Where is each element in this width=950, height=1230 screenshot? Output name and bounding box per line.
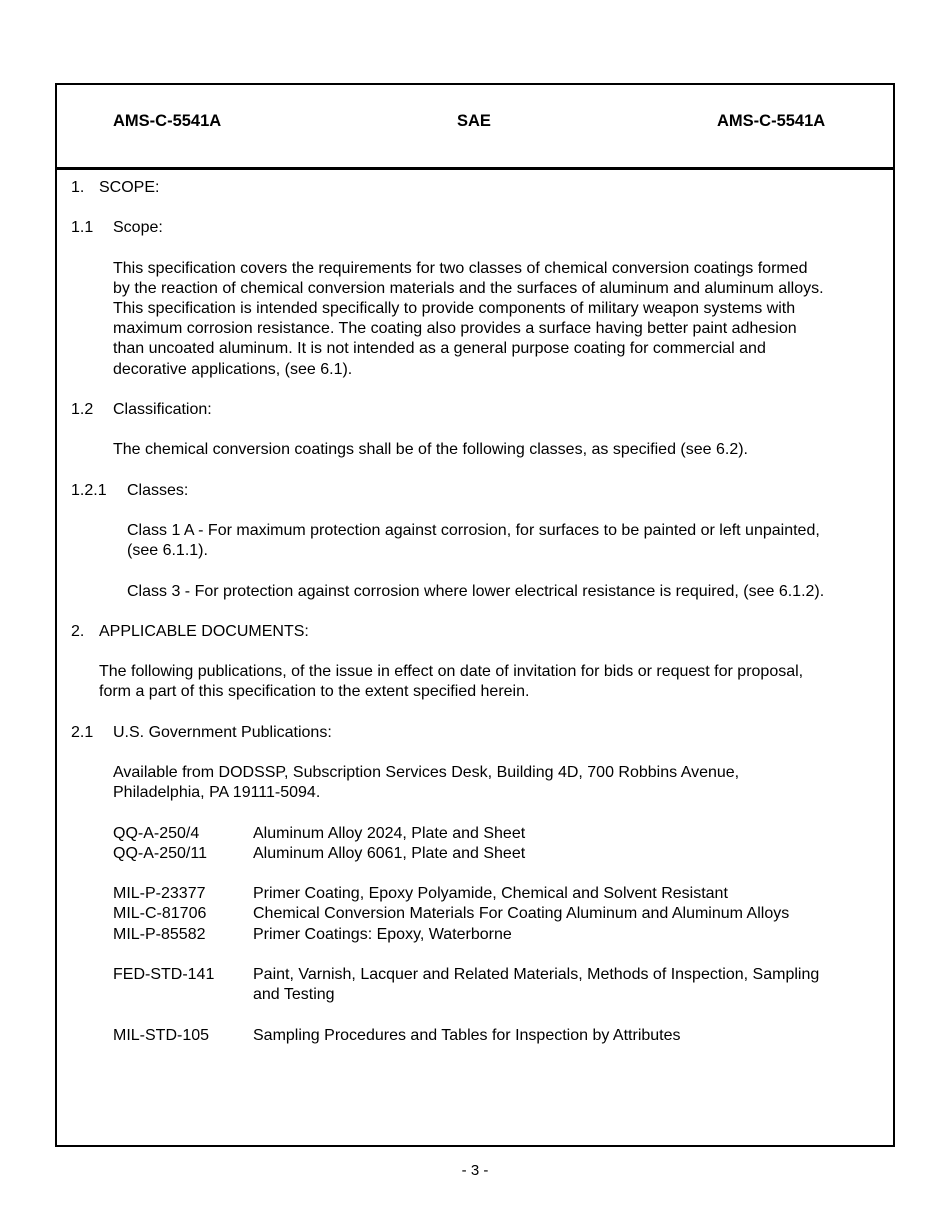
section-1-2-number: 1.2 [71,401,94,418]
header-left-code: AMS-C-5541A [113,112,222,130]
document-title: Chemical Conversion Materials For Coating Aluminum and Aluminum Alloys [253,905,790,922]
section-2-number: 2. [71,623,85,640]
applicable-docs-line: The following publications, of the issue in effect on date of invitation for bids or request for proposal, [99,663,804,680]
document-title: Sampling Procedures and Tables for Inspection by Attributes [253,1027,681,1044]
document-id: MIL-P-23377 [113,885,206,902]
document-title: Paint, Varnish, Lacquer and Related Materials, Methods of Inspection, Sampling [253,966,820,983]
publications-source-line: Philadelphia, PA 19111-5094. [113,784,321,801]
section-1-2-title: Classification: [113,401,212,418]
document-id: QQ-A-250/4 [113,825,200,842]
header-right-code: AMS-C-5541A [717,112,826,130]
header-center: SAE [457,112,491,130]
section-1-1-title: Scope: [113,219,163,236]
section-2-title: APPLICABLE DOCUMENTS: [99,623,309,640]
scope-line: decorative applications, (see 6.1). [113,361,353,378]
publications-source-line: Available from DODSSP, Subscription Services Desk, Building 4D, 700 Robbins Avenue, [113,764,740,781]
section-1-1-number: 1.1 [71,219,94,236]
section-1-title: SCOPE: [99,179,160,196]
classification-text: The chemical conversion coatings shall be of the following classes, as specified (see 6.2). [113,441,748,458]
section-1-number: 1. [71,179,85,196]
document-id: MIL-C-81706 [113,905,207,922]
section-2-1-title: U.S. Government Publications: [113,724,332,741]
scope-line: by the reaction of chemical conversion materials and the surfaces of aluminum and aluminum alloys. [113,280,824,297]
document-id: FED-STD-141 [113,966,215,983]
applicable-docs-line: form a part of this specification to the extent specified herein. [99,683,530,700]
scope-line: than uncoated aluminum. It is not intended as a general purpose coating for commercial and [113,340,766,357]
page-number: - 3 - [461,1162,489,1179]
document-title: Primer Coatings: Epoxy, Waterborne [253,926,512,943]
document-id: MIL-P-85582 [113,926,206,943]
page-frame [55,83,895,1147]
scope-line: This specification is intended specifically to provide components of military weapon systems with [113,300,796,317]
class-3-text: Class 3 - For protection against corrosion where lower electrical resistance is required, (see 6.1.2). [127,583,825,600]
document-title: Primer Coating, Epoxy Polyamide, Chemical and Solvent Resistant [253,885,728,902]
scope-line: This specification covers the requirements for two classes of chemical conversion coatings formed [113,260,808,277]
document-title-continued: and Testing [253,986,335,1003]
document-title: Aluminum Alloy 6061, Plate and Sheet [253,845,526,862]
class-1a-line: (see 6.1.1). [127,542,208,559]
page-header [57,85,893,170]
document-title: Aluminum Alloy 2024, Plate and Sheet [253,825,526,842]
section-2-1-number: 2.1 [71,724,94,741]
section-1-2-1-number: 1.2.1 [71,482,107,499]
document-id: QQ-A-250/11 [113,845,207,862]
document-id: MIL-STD-105 [113,1027,210,1044]
class-1a-line: Class 1 A - For maximum protection against corrosion, for surfaces to be painted or left unpainted, [127,522,820,539]
section-1-2-1-title: Classes: [127,482,189,499]
scope-line: maximum corrosion resistance. The coating also provides a surface having better paint adhesion [113,320,797,337]
